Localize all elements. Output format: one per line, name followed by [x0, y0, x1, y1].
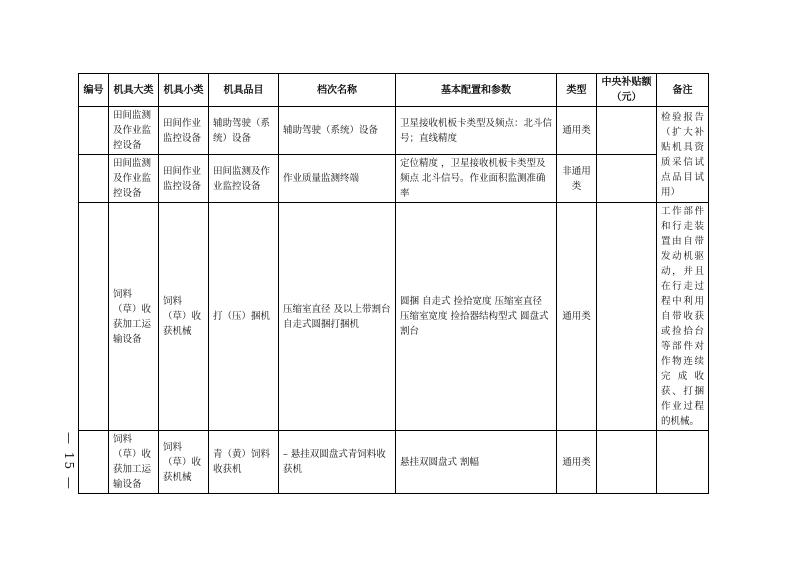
cell-config: 卫星接收机板卡类型及频点：北斗信号；直线精度	[396, 107, 557, 155]
table-row	[79, 203, 709, 431]
cell-config: 悬挂双圆盘式 割幅	[396, 431, 557, 494]
cell-item: 辅助驾驶（系统）设备	[209, 107, 279, 155]
cell-minor-category: 田间作业监控设备	[159, 107, 209, 155]
cell-grade: 辅助驾驶（系统）设备	[279, 107, 396, 155]
cell-remark-merged: 检验报告（扩大补贴机具资质采信试点品目试用）	[657, 107, 709, 203]
header-row	[79, 74, 709, 107]
header-major-category: 机具大类	[109, 74, 159, 107]
header-remark: 备注	[657, 74, 709, 107]
cell-remark	[657, 431, 709, 494]
table-row	[79, 155, 709, 203]
cell-id	[79, 203, 109, 431]
cell-id	[79, 431, 109, 494]
header-id: 编号	[79, 74, 109, 107]
cell-subsidy	[597, 155, 657, 203]
header-config: 基本配置和参数	[396, 74, 557, 107]
header-type: 类型	[557, 74, 597, 107]
header-minor-category: 机具小类	[159, 74, 209, 107]
cell-major-category: 饲料（草）收获加工运输设备	[109, 203, 159, 431]
cell-minor-category: 饲料（草）收获机械	[159, 431, 209, 494]
page-number: — 15 —	[62, 432, 76, 491]
subsidy-table	[78, 73, 709, 494]
cell-grade: 作业质量监测终端	[279, 155, 396, 203]
cell-major-category: 田间监测及作业监控设备	[109, 107, 159, 155]
cell-grade: 压缩室直径 及以上带割台自走式圆捆打捆机	[279, 203, 396, 431]
cell-id	[79, 107, 109, 155]
cell-remark: 工作部件和行走装置由自带发动机驱动，并且在行走过程中利用自带收获或捡拾台等部件对作物连续完成收获、打捆作业过程的机械。	[657, 203, 709, 431]
header-item: 机具品目	[209, 74, 279, 107]
cell-id	[79, 155, 109, 203]
cell-type: 通用类	[557, 203, 597, 431]
cell-minor-category: 饲料（草）收获机械	[159, 203, 209, 431]
cell-grade: – 悬挂双圆盘式青饲料收获机	[279, 431, 396, 494]
header-grade: 档次名称	[279, 74, 396, 107]
cell-type: 通用类	[557, 107, 597, 155]
cell-config: 定位精度 ，卫星接收机板卡类型及频点 北斗信号。作业面积监测准确率	[396, 155, 557, 203]
cell-subsidy	[597, 107, 657, 155]
cell-item: 打（压）捆机	[209, 203, 279, 431]
table-row	[79, 107, 709, 155]
cell-item: 田间监测及作业监控设备	[209, 155, 279, 203]
cell-type: 非通用类	[557, 155, 597, 203]
cell-major-category: 饲料（草）收获加工运输设备	[109, 431, 159, 494]
cell-minor-category: 田间作业监控设备	[159, 155, 209, 203]
cell-type: 通用类	[557, 431, 597, 494]
cell-item: 青（黄）饲料收获机	[209, 431, 279, 494]
cell-subsidy	[597, 203, 657, 431]
cell-subsidy	[597, 431, 657, 494]
cell-major-category: 田间监测及作业监控设备	[109, 155, 159, 203]
cell-config: 圆捆 自走式 捡拾宽度 压缩室直径 压缩室宽度 捡拾器结构型式 圆盘式割台	[396, 203, 557, 431]
table-row	[79, 431, 709, 494]
header-subsidy: 中央补贴额（元）	[597, 74, 657, 107]
